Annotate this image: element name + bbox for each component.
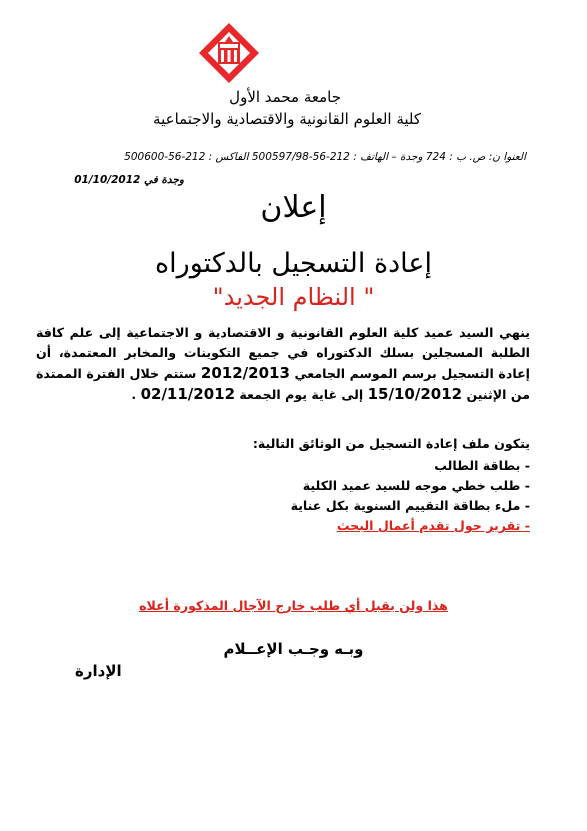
- university-emblem-icon: [198, 22, 260, 84]
- body-text-part3: إلى غاية يوم الجمعة: [235, 387, 368, 402]
- contact-address-line: العنوا ن: ص. ب : 724 وجدة – الهاتف : 212-56-500597/98 الفاكس : 212-56-500600: [124, 151, 526, 163]
- list-item: - طلب خطي موجه للسيد عميد الكلية: [302, 478, 530, 493]
- faculty-name: كلية العلوم القانونية والاقتصادية والاجتماعية: [153, 110, 421, 128]
- end-date: 02/11/2012: [140, 385, 236, 403]
- announcement-subtitle: إعادة التسجيل بالدكتوراه: [155, 248, 432, 279]
- body-text-part4: .: [131, 387, 141, 402]
- announcement-body: [36, 323, 530, 405]
- document-date: وجدة في 01/10/2012: [74, 174, 184, 186]
- system-label: " النظام الجديد": [212, 283, 375, 311]
- body-text-part2: ستتم خلال الفترة الممتدة من الإثنين: [36, 366, 530, 402]
- deadline-notice: هذا ولن يقبل أي طلب خارج الآجال المذكورة أعلاه: [139, 598, 448, 613]
- university-name: جامعة محمد الأول: [229, 88, 341, 106]
- list-item: - ملء بطاقة التقييم السنوية بكل عناية: [290, 498, 530, 513]
- page-title: إعلان: [260, 190, 327, 225]
- list-item: - بطاقة الطالب: [434, 458, 530, 473]
- academic-year: 2012/2013: [200, 364, 290, 382]
- documents-intro: يتكون ملف إعادة التسجيل من الوثائق التالية:: [252, 436, 530, 451]
- administration-signature: الإدارة: [75, 662, 122, 680]
- body-text-part1: ينهي السيد عميد كلية العلوم القانونية و الاقتصادية و الاجتماعية إلى علم كافة الطلبة المسجلين بسلك الدكتوراه في جميع التكوينات والمخابر المعتمدة، أن إعادة التسجيل برسم الموسم الجامعي: [36, 325, 530, 381]
- list-item: - تقرير حول تقدم أعمال البحث: [336, 518, 530, 533]
- closing-line: وبـه وجـب الإعــلام: [223, 640, 364, 658]
- start-date: 15/10/2012: [367, 385, 463, 403]
- documents-list: [291, 456, 530, 536]
